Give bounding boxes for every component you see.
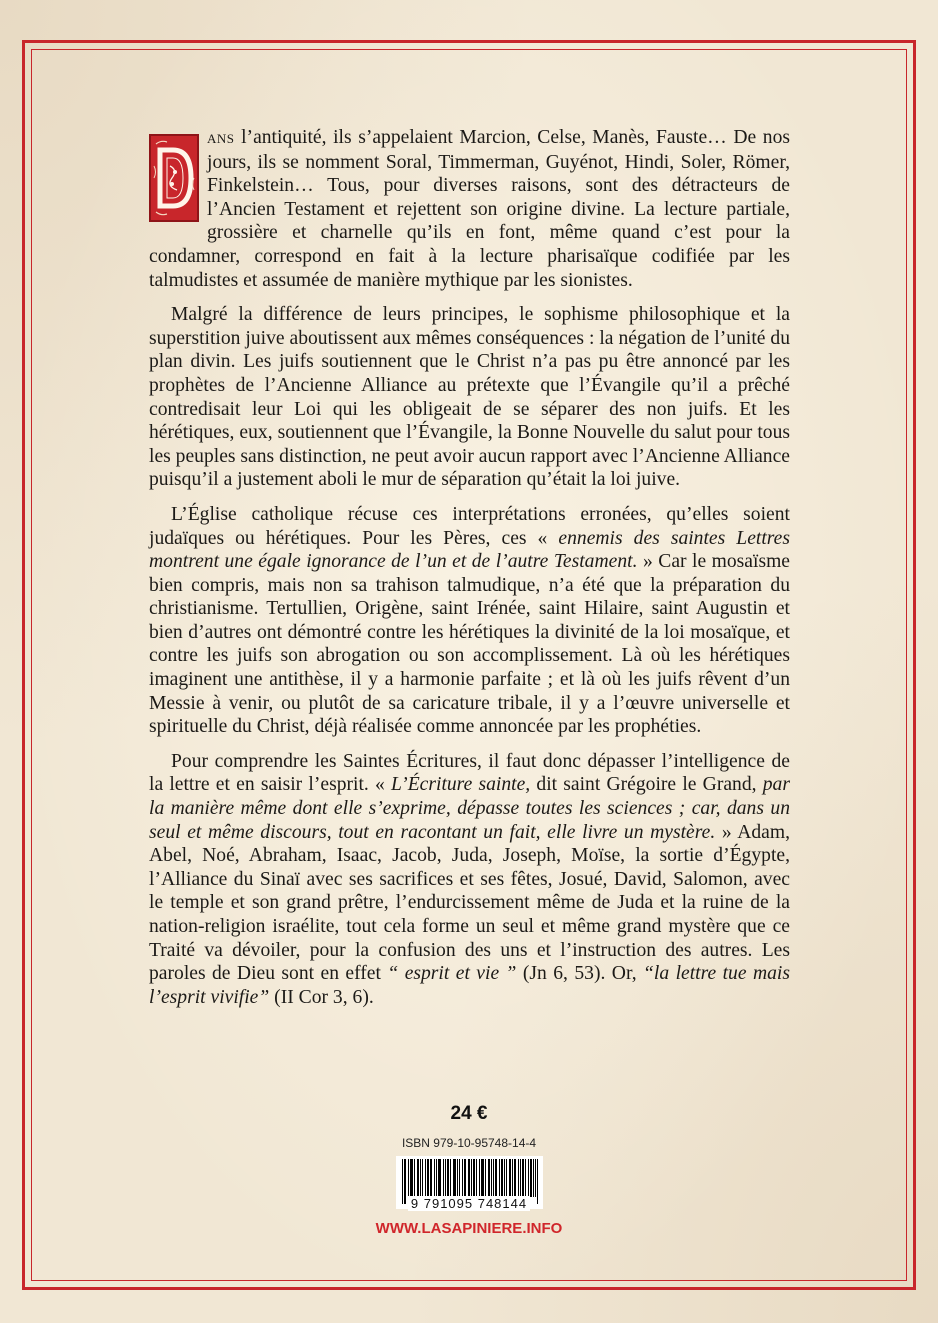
barcode-bar	[427, 1159, 428, 1197]
paragraph-4-part-e: » Adam, Abel, Noé, Abraham, Isaac, Jacob, Juda, Joseph, Moïse, la sortie d’Égypte, l’Alliance du Sinaï avec ses sacrifices et ses fêtes, Josué, David, Salomon, avec le temple et son grand prêtre, l’endurcissement même de Juda et la ruine de la nation-religion israélite, tout cela forme un seul et même grand mystère que ce Traité va dévoiler, pour la confusion des uns et l’instruction des autres. Les paroles de Dieu sont en effet	[149, 821, 790, 985]
barcode-bar	[417, 1159, 418, 1197]
barcode-bar	[473, 1159, 474, 1197]
barcode-bar	[411, 1159, 412, 1197]
barcode-bar	[496, 1159, 497, 1197]
barcode-bar	[438, 1159, 439, 1197]
barcode-bar	[462, 1159, 463, 1197]
barcode-bar	[531, 1159, 532, 1197]
barcode-bar	[510, 1159, 511, 1197]
barcode-bar	[459, 1159, 460, 1197]
barcode-bar	[481, 1159, 482, 1197]
barcode-bar	[414, 1159, 415, 1197]
barcode-bar	[425, 1159, 426, 1197]
barcode-bar	[447, 1159, 448, 1197]
paragraph-4-part-g: (Jn 6, 53). Or,	[516, 963, 644, 985]
ornate-initial-d-icon	[149, 134, 199, 222]
barcode-number: 9 791095 748144	[408, 1196, 530, 1211]
barcode-bar	[448, 1159, 449, 1197]
barcode-bar	[501, 1159, 502, 1197]
barcode-bar	[520, 1159, 521, 1197]
barcode-bar	[410, 1159, 411, 1197]
barcode-bar	[434, 1159, 435, 1197]
dropcap-smallcaps: ANS	[207, 131, 235, 146]
paragraph-3-part-c: » Car le mosaïsme bien compris, mais non sa trahison talmudique, n’a été que la préparation du christianisme. Tertullien, Origène, saint Irénée, saint Hilaire, saint Augustin et bien d’autres ont démontré contre les hérétiques la divinité de la loi mosaïque, et contre les juifs son abrogation ou son accomplissement. Là où les hérétiques imaginent une antithèse, il y a harmonie parfaite ; et là où les juifs rêvent d’un Messie à venir, ou plutôt de sa caricature tribale, il y a l’œuvre universelle et spirituelle du Christ, déjà réalisée comme annoncée par les prophéties.	[149, 551, 791, 738]
barcode-bar	[445, 1159, 446, 1197]
barcode-bar	[530, 1159, 531, 1197]
paragraph-4-quote-lettre: “la lettre tue mais l’esprit vivifie”	[149, 963, 790, 1008]
barcode-bar	[499, 1159, 500, 1197]
paragraph-4-part-a: Pour comprendre les Saintes Écritures, il faut donc dépasser l’intelligence de la lettre et en saisir l’esprit. «	[149, 750, 790, 796]
barcode-bar	[485, 1159, 486, 1197]
barcode-bar	[455, 1159, 456, 1197]
barcode-bar	[420, 1159, 421, 1197]
barcode-bar	[515, 1159, 516, 1197]
barcode-bar	[489, 1159, 490, 1197]
barcode-digits	[0, 1196, 938, 1211]
paragraph-3	[149, 503, 790, 739]
barcode-bar	[479, 1159, 480, 1197]
barcode-bar	[474, 1159, 475, 1197]
paragraph-4-quote: par la manière même dont elle s’exprime, dépasse toutes les sciences ; car, dans un seul et même discours, tout en racontant un fait, elle livre un mystère.	[149, 774, 790, 843]
barcode-bar	[533, 1159, 534, 1197]
isbn: ISBN 979-10-95748-14-4	[401, 1136, 537, 1150]
barcode-bar	[465, 1159, 466, 1197]
paragraph-4-quote-esprit: “ esprit et vie ”	[387, 963, 517, 985]
barcode-bar	[422, 1159, 423, 1197]
barcode-bar	[482, 1159, 483, 1197]
paragraph-2: Malgré la différence de leurs principes, le sophisme philosophique et la superstition juive aboutissent aux mêmes conséquences : la négation de l’unité du plan divin. Les juifs soutiennent que le Christ n’a pas pu être annoncé par les prophètes de l’Ancienne Alliance au prétexte que l’Évangile qu’il a prêché contredisait leur Loi qui les obligeait de se séparer des non juifs. Et les hérétiques, eux, soutiennent que l’Évangile, la Bonne Nouvelle du salut pour tous les peuples sans distinction, ne peut avoir aucun rapport avec l’Ancienne Alliance puisqu’il a justement aboli le mur de séparation qu’était la loi juive.	[149, 304, 790, 491]
paragraph-1	[149, 126, 790, 292]
paragraph-4-quote-title: L’Écriture sainte,	[391, 774, 531, 796]
paragraph-4-part-i: (II Cor 3, 6).	[269, 986, 374, 1008]
paragraph-4-part-c: dit saint Grégoire le Grand,	[530, 774, 763, 796]
barcode-bar	[493, 1159, 494, 1197]
barcode-bar	[522, 1159, 523, 1197]
barcode-bar	[504, 1159, 505, 1197]
barcode-bar	[439, 1159, 440, 1197]
barcode-bar	[431, 1159, 432, 1197]
barcode-bar	[430, 1159, 431, 1197]
barcode-bar	[514, 1159, 515, 1197]
barcode-bar	[436, 1159, 437, 1197]
back-cover-text	[149, 126, 790, 1009]
barcode-bar	[440, 1159, 441, 1197]
barcode-bar	[412, 1159, 413, 1197]
barcode-bar	[491, 1159, 492, 1197]
barcode-bar	[408, 1159, 409, 1197]
barcode-bar	[450, 1159, 451, 1197]
barcode-bar	[535, 1159, 536, 1197]
barcode-bar	[488, 1159, 489, 1197]
barcode-bar	[418, 1159, 419, 1197]
barcode-bar	[476, 1159, 477, 1197]
barcode-bar	[528, 1159, 529, 1197]
paragraph-3-part-a: L’Église catholique récuse ces interprétations erronées, qu’elles soient judaïques ou hérétiques. Pour les Pères, ces «	[149, 503, 790, 549]
barcode-bar	[509, 1159, 510, 1197]
barcode-bar	[428, 1159, 429, 1197]
barcode-bar	[506, 1159, 507, 1197]
barcode-bar	[523, 1159, 524, 1197]
paragraph-1-text: l’antiquité, ils s’appelaient Marcion, Celse, Manès, Fauste… De nos jours, ils se nomment Soral, Timmerman, Guyénot, Hindi, Soler, Römer, Finkelstein… Tous, pour diverses raisons, sont des détracteurs de l’Ancien Testament et rejettent son origine divine. La lecture partiale, grossière et charnelle qu’ils en font, même quand c’est pour la condamner, correspond en fait à la lecture pharisaïque codifiée par les talmudistes et assumée de manière mythique par les sionistes.	[149, 127, 790, 291]
price: 24 €	[450, 1103, 488, 1124]
barcode-bar	[483, 1159, 484, 1197]
barcode-bar	[512, 1159, 513, 1197]
website-link[interactable]: WWW.LASAPINIERE.INFO	[375, 1220, 563, 1237]
paragraph-3-quote: ennemis des saintes Lettres montrent une égale ignorance de l’un et de l’autre Testament.	[149, 527, 790, 573]
barcode-bar	[454, 1159, 455, 1197]
barcode-bar	[468, 1159, 469, 1197]
barcode-bar	[464, 1159, 465, 1197]
barcode-bar	[453, 1159, 454, 1197]
barcode-bar	[495, 1159, 496, 1197]
barcode-bar	[525, 1159, 526, 1197]
barcode-bar	[518, 1159, 519, 1197]
barcode-bar	[443, 1159, 444, 1197]
barcode-bar	[457, 1159, 458, 1197]
paragraph-4	[149, 750, 790, 1010]
barcode-bar	[502, 1159, 503, 1197]
